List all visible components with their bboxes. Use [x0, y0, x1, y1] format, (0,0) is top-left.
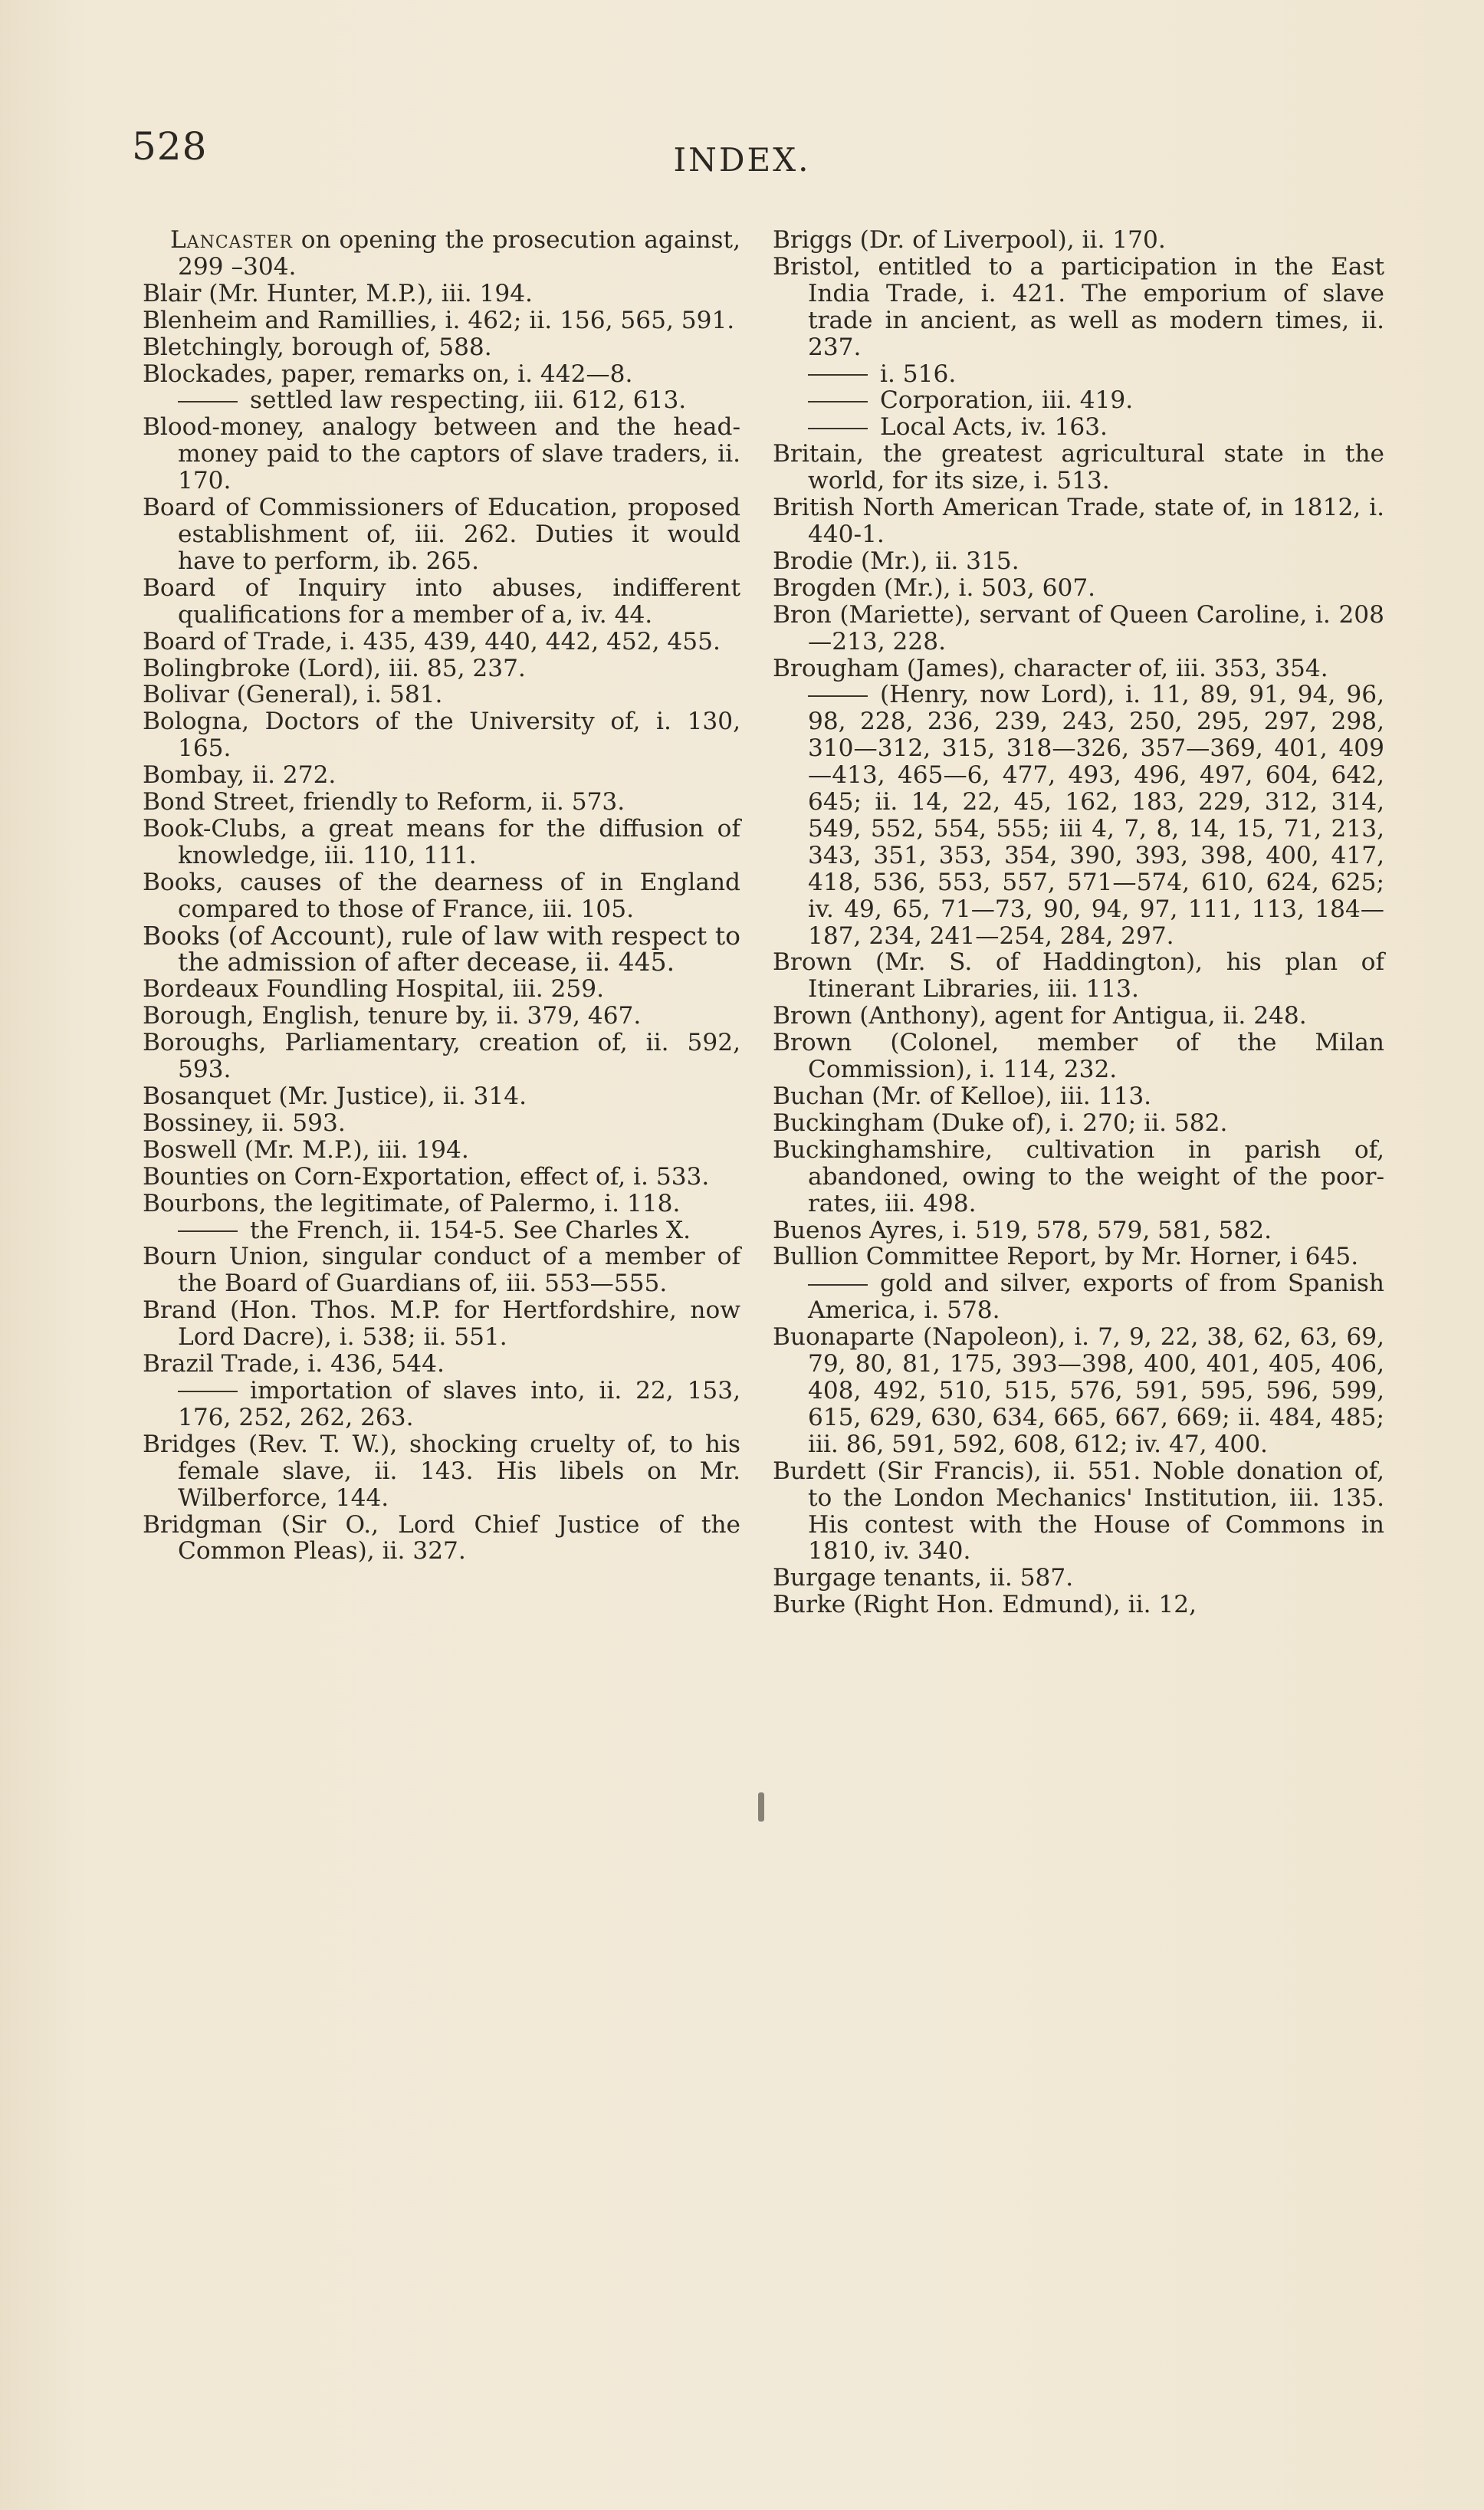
index-entry: Book-Clubs, a great means for the diffusion of knowledge, iii. 110, 111. [143, 814, 740, 869]
index-entry: Brougham (James), character of, iii. 353, 354. [773, 654, 1328, 682]
index-entry: Bourbons, the legitimate, of Palermo, i. 118. [143, 1189, 681, 1217]
entry-text: Corporation, iii. 419. [880, 386, 1134, 415]
index-entry: Board of Trade, i. 435, 439, 440, 442, 452, 455. [143, 627, 721, 655]
page-number: 528 [132, 124, 208, 169]
ditto-dash [808, 428, 868, 429]
index-entry: Blood-money, analogy between and the head-money paid to the captors of slave traders, ii. 170. [143, 413, 740, 495]
index-entry: Bond Street, friendly to Reform, ii. 573. [143, 788, 625, 816]
entry-text: Local Acts, iv. 163. [880, 413, 1108, 442]
index-entry [773, 1270, 1384, 1324]
index-entry [143, 387, 740, 414]
left-column [143, 227, 740, 1565]
index-entry: Bridgman (Sir O., Lord Chief Justice of the Common Pleas), ii. 327. [143, 1510, 740, 1565]
index-entry: Board of Inquiry into abuses, indifferent qualifications for a member of a, iv. 44. [143, 573, 740, 629]
index-entry [773, 682, 1384, 949]
entry-text: importation of slaves into, ii. 22, 153, 176, 252, 262, 263. [178, 1376, 740, 1431]
index-entry: Bolingbroke (Lord), iii. 85, 237. [143, 654, 526, 682]
index-entry: Brown (Mr. S. of Haddington), his plan of Itinerant Libraries, iii. 113. [773, 948, 1384, 1004]
index-entry: Bossiney, ii. 593. [143, 1109, 346, 1137]
index-entry: Buenos Ayres, i. 519, 578, 579, 581, 582. [773, 1216, 1272, 1244]
index-entry: Brown (Anthony), agent for Antigua, ii. 248. [773, 1002, 1307, 1030]
index-entry: Brand (Hon. Thos. M.P. for Hertfordshire, now Lord Dacre), i. 538; ii. 551. [143, 1296, 740, 1352]
index-entry [143, 1217, 740, 1244]
index-entry [773, 361, 1384, 388]
ditto-dash [178, 401, 238, 402]
entry-text: i. 516. [880, 360, 957, 388]
index-entry: Buonaparte (Napoleon), i. 7, 9, 22, 38, 62, 63, 69, 79, 80, 81, 175, 393—398, 400, 401, 405, 406, 408, 492, 510, 515, 576, 591, 595, 596, 599, 615, 629, 630, 634, 665, 667, 669; ii. 484, 485; iii. 86, 591, 592, 608, 612; iv. 47, 400. [773, 1323, 1384, 1458]
index-entry: Bron (Mariette), servant of Queen Caroline, i. 208—213, 228. [773, 600, 1384, 655]
entry-text: settled law respecting, iii. 612, 613. [250, 386, 687, 415]
index-entry: Bullion Committee Report, by Mr. Horner, i 645. [773, 1243, 1359, 1271]
ditto-dash [178, 1391, 238, 1392]
entry-text: gold and silver, exports of from Spanish America, i. 578. [808, 1270, 1384, 1325]
entry-text: (Henry, now Lord), i. 11, 89, 91, 94, 96, 98, 228, 236, 239, 243, 250, 295, 297, 298, 310—312, 315, 318—326, 357—369, 401, 409—413, 465—6, 477, 493, 496, 497, 604, 642, 645; ii. 14, 22, 45, 162, 183, 229, 312, 314, 549, 552, 554, 555; iii 4, 7, 8, 14, 15, 71, 213, 343, 351, 353, 354, 390, 393, 398, 400, 417, 418, 536, 553, 557, 571—574, 610, 624, 625; iv. 49, 65, 71—73, 90, 94, 97, 111, 113, 184—187, 234, 241—254, 284, 297. [808, 681, 1384, 950]
index-entry: Bordeaux Foundling Hospital, iii. 259. [143, 975, 605, 1004]
index-entry: Board of Commissioners of Education, proposed establishment of, iii. 262. Duties it would have to perform, ib. 265. [143, 494, 740, 575]
ditto-dash [808, 1284, 868, 1286]
index-entry: Bologna, Doctors of the University of, i. 130, 165. [143, 708, 740, 763]
index-entry: Burdett (Sir Francis), ii. 551. Noble donation of, to the London Mechanics' Institution, iii. 135. His contest with the House of Commons in 1810, iv. 340. [773, 1457, 1384, 1565]
index-entry: Britain, the greatest agricultural state in the world, for its size, i. 513. [773, 440, 1384, 495]
index-entry: Brodie (Mr.), ii. 315. [773, 547, 1019, 575]
index-entry: British North American Trade, state of, in 1812, i. 440-1. [773, 494, 1384, 548]
index-entry: Burgage tenants, ii. 587. [773, 1564, 1074, 1592]
ditto-dash [808, 374, 868, 376]
index-entry: Blair (Mr. Hunter, M.P.), iii. 194. [143, 279, 533, 307]
index-entry [143, 227, 740, 281]
index-entry: Blenheim and Ramillies, i. 462; ii. 156, 565, 591. [143, 306, 735, 334]
index-entry: Bourn Union, singular conduct of a member of the Board of Guardians of, iii. 553—555. [143, 1243, 740, 1298]
index-entry: Burke (Right Hon. Edmund), ii. 12, [773, 1591, 1197, 1619]
entry-text: the French, ii. 154-5. See Charles X. [250, 1216, 691, 1244]
index-entry: Buchan (Mr. of Kelloe), iii. 113. [773, 1083, 1152, 1110]
index-entry: Briggs (Dr. of Liverpool), ii. 170. [773, 226, 1166, 254]
ditto-dash [808, 695, 868, 697]
index-entry: Bletchingly, borough of, 588. [143, 333, 492, 361]
index-entry: Boswell (Mr. M.P.), iii. 194. [143, 1135, 469, 1164]
index-entry: Books (of Account), rule of law with respect to the admission of after decease, ii. 445. [143, 920, 740, 977]
ditto-dash [178, 1230, 238, 1232]
ink-smudge [758, 1792, 764, 1822]
index-entry: Blockades, paper, remarks on, i. 442—8. [143, 360, 633, 388]
entry-lead-word: Lancaster [170, 226, 293, 254]
index-entry: Boroughs, Parliamentary, creation of, ii. 592, 593. [143, 1029, 740, 1084]
index-entry: Bounties on Corn-Exportation, effect of, i. 533. [143, 1162, 710, 1191]
running-head: INDEX. [673, 141, 811, 179]
index-entry: Brown (Colonel, member of the Milan Commission), i. 114, 232. [773, 1029, 1384, 1084]
index-entry: Borough, English, tenure by, ii. 379, 467. [143, 1002, 642, 1030]
index-entry [773, 387, 1384, 414]
index-entry: Brogden (Mr.), i. 503, 607. [773, 573, 1096, 602]
index-entry: Bristol, entitled to a participation in the East India Trade, i. 421. The emporium of slave trade in ancient, as well as modern times, ii. 237. [773, 252, 1384, 361]
index-entry: Bosanquet (Mr. Justice), ii. 314. [143, 1083, 527, 1110]
index-entry: Buckingham (Duke of), i. 270; ii. 582. [773, 1109, 1228, 1137]
index-entry: Bridges (Rev. T. W.), shocking cruelty of, to his female slave, ii. 143. His libels on Mr. Wilberforce, 144. [143, 1430, 740, 1512]
index-entry: Buckinghamshire, cultivation in parish of, abandoned, owing to the weight of the poor-rates, iii. 498. [773, 1135, 1384, 1217]
index-entry: Books, causes of the dearness of in England compared to those of France, iii. 105. [143, 868, 740, 923]
entry-text: on opening the prosecution against, 299 –304. [178, 226, 740, 281]
index-entry: Bombay, ii. 272. [143, 761, 337, 790]
right-column [773, 227, 1384, 1618]
index-entry [143, 1378, 740, 1431]
index-entry: Brazil Trade, i. 436, 544. [143, 1350, 445, 1378]
index-entry: Bolivar (General), i. 581. [143, 681, 443, 709]
index-entry [773, 414, 1384, 441]
ditto-dash [808, 401, 868, 402]
